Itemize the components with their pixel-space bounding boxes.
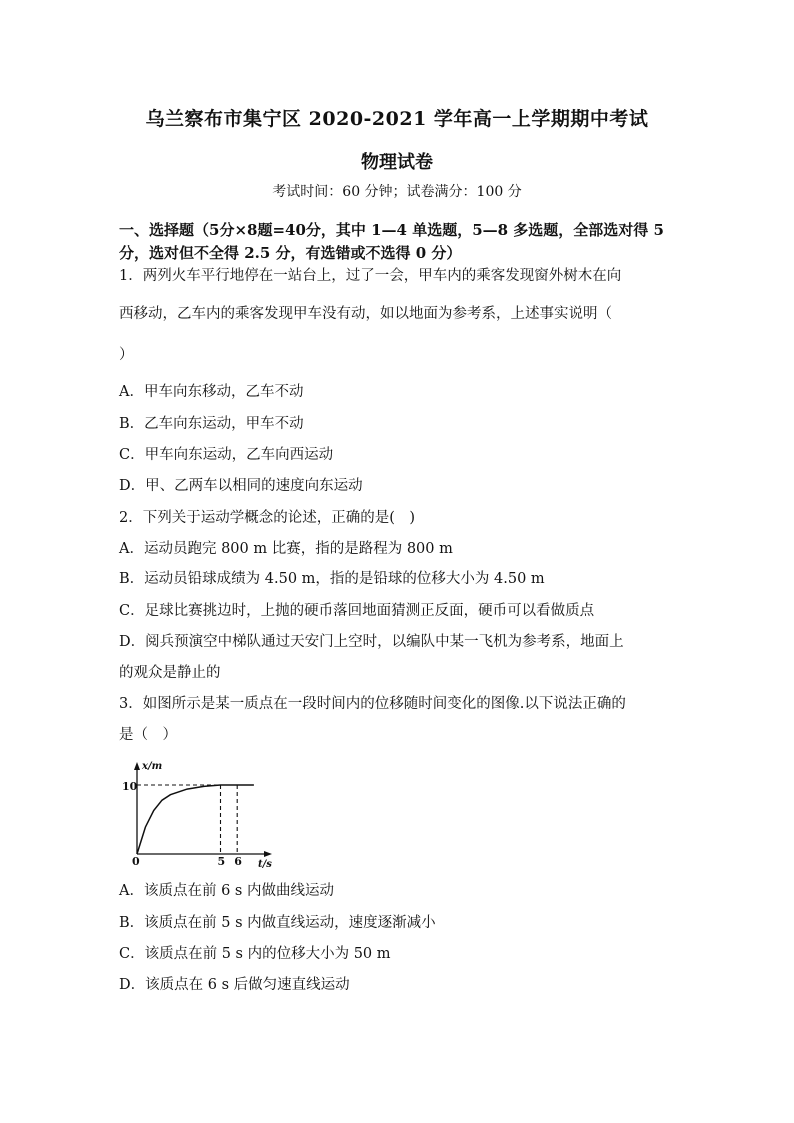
- exam-info: 考试时间：60 分钟；试卷满分：100 分: [272, 184, 522, 200]
- x-tick-label: 5: [217, 855, 226, 868]
- q3-option-b: B．该质点在前 5 s 内做直线运动，速度逐渐减小: [119, 915, 436, 931]
- q3-stem-line2: 是（ ）: [119, 727, 177, 743]
- x-axis-label: t/s: [258, 859, 272, 870]
- y-tick-label: 10: [122, 780, 138, 793]
- q2-option-d-line1: D．阅兵预演空中梯队通过天安门上空时，以编队中某一飞机为参考系，地面上: [119, 634, 624, 650]
- q2-option-c: C．足球比赛挑边时，上抛的硬币落回地面猜测正反面，硬币可以看做质点: [119, 603, 595, 619]
- section-heading: [119, 219, 679, 265]
- origin-label: 0: [132, 855, 140, 868]
- q3-option-d: D．该质点在 6 s 后做匀速直线运动: [119, 977, 350, 993]
- q3-option-a: A．该质点在前 6 s 内做曲线运动: [119, 883, 334, 899]
- displacement-curve: [137, 785, 254, 854]
- paper-subject-title: 物理试卷: [361, 152, 433, 173]
- q2-option-d-line2: 的观众是静止的: [119, 665, 221, 681]
- q1-option-d: D．甲、乙两车以相同的速度向东运动: [119, 478, 363, 494]
- q1-stem-line1: 1．两列火车平行地停在一站台上，过了一会，甲车内的乘客发现窗外树木在向: [119, 268, 622, 284]
- section-heading-line: 一、选择题（5分×8题=40分，其中 1—4 单选题，5—8 多选题，全部选对得 5: [119, 221, 664, 239]
- q3-stem-line1: 3．如图所示是某一质点在一段时间内的位移随时间变化的图像.以下说法正确的: [119, 696, 626, 712]
- x-tick-label: 6: [234, 855, 242, 868]
- page-title: 乌兰察布市集宁区 2020-2021 学年高一上学期期中考试: [145, 108, 649, 130]
- q2-stem: 2．下列关于运动学概念的论述，正确的是( ): [119, 510, 416, 526]
- section-heading-line: 分，选对但不全得 2.5 分，有选错或不选得 0 分）: [119, 244, 462, 262]
- x-axis-arrow: [264, 851, 272, 857]
- q2-option-b: B．运动员铅球成绩为 4.50 m，指的是铅球的位移大小为 4.50 m: [119, 571, 545, 587]
- q1-option-c: C．甲车向东运动，乙车向西运动: [119, 447, 334, 463]
- y-axis-label: x/m: [142, 761, 163, 772]
- q1-option-b: B．乙车向东运动，甲车不动: [119, 416, 304, 432]
- q2-option-a: A．运动员跑完 800 m 比赛，指的是路程为 800 m: [119, 541, 453, 557]
- displacement-time-graph: [118, 760, 298, 872]
- q3-option-c: C．该质点在前 5 s 内的位移大小为 50 m: [119, 946, 391, 962]
- y-axis-arrow: [134, 762, 140, 770]
- q1-option-a: A．甲车向东移动，乙车不动: [119, 384, 304, 400]
- q1-stem-line2: 西移动，乙车内的乘客发现甲车没有动，如以地面为参考系，上述事实说明（: [119, 306, 612, 322]
- q1-stem-line3: ）: [119, 347, 134, 363]
